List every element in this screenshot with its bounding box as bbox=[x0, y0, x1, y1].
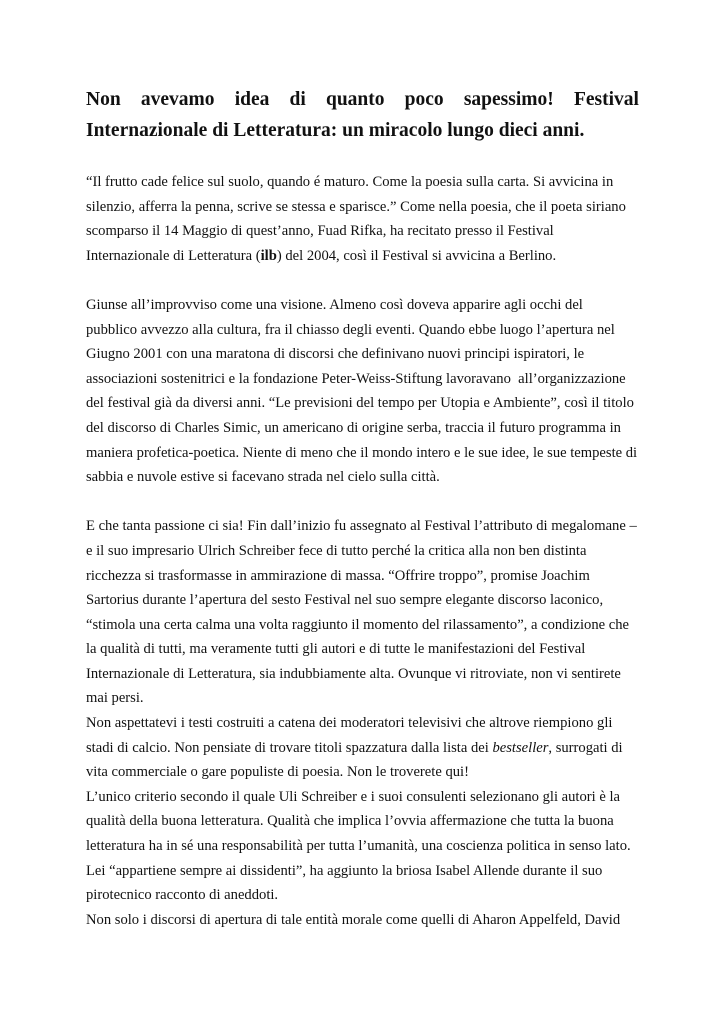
text-line: maniera profetica-poetica. Niente di meno che il mondo intero e le sue idee, le sue tempeste di bbox=[86, 444, 638, 461]
text-line: la qualità di tutti, ma veramente tutti gli autori e di tutte le manifestazioni del Festival bbox=[86, 641, 586, 658]
text-line: Non solo i discorsi di apertura di tale entità morale come quelli di Aharon Appelfeld, David bbox=[86, 911, 621, 928]
paragraph-spacer bbox=[86, 490, 639, 515]
title-word: Non bbox=[86, 89, 121, 110]
text-line: Giunse all’improvviso come una visione. Almeno così doveva apparire agli occhi del bbox=[86, 296, 583, 313]
text-line: “stimola una certa calma una volta raggiunto il momento del rilassamento”, a condizione che bbox=[86, 616, 630, 633]
paragraph-3 bbox=[86, 514, 639, 932]
title-word: avevamo bbox=[140, 89, 215, 110]
text-line: E che tanta passione ci sia! Fin dall’inizio fu assegnato al Festival l’attributo di megalomane – bbox=[86, 518, 637, 535]
text-line: sabbia e nuvole estive si facevano strada nel cielo sulla città. bbox=[86, 469, 440, 486]
text-line bbox=[86, 244, 639, 269]
text-line: ricchezza si trasformasse in ammirazione di massa. “Offrire troppo”, promise Joachim bbox=[86, 567, 590, 584]
text-line: pirotecnico racconto di aneddoti. bbox=[86, 887, 279, 904]
text-line: Non aspettatevi i testi costruiti a catena dei moderatori televisivi che altrove riempiono gli bbox=[86, 715, 613, 732]
text-line: vita commerciale o gare populiste di poesia. Non le troverete qui! bbox=[86, 764, 469, 781]
title-word: di bbox=[289, 89, 306, 110]
paragraph-spacer bbox=[86, 268, 639, 293]
paragraph-2 bbox=[86, 293, 639, 490]
text-line: L’unico criterio secondo il quale Uli Schreiber e i suoi consulenti selezionano gli autori è la bbox=[86, 788, 621, 805]
text-line bbox=[86, 736, 639, 761]
article-title bbox=[86, 84, 639, 146]
text-line: silenzio, afferra la penna, scrive se stessa e sparisce.” Come nella poesia, che il poeta siriano bbox=[86, 198, 626, 215]
title-word: Festival bbox=[573, 89, 639, 110]
document-page bbox=[86, 84, 639, 932]
title-word: quanto bbox=[325, 89, 385, 110]
title-word: sapessimo! bbox=[463, 89, 554, 110]
text-line: letteratura ha in sé una responsabilità per tutta l’umanità, una coscienza politica in senso lato. bbox=[86, 838, 631, 855]
text-line: scomparso il 14 Maggio di quest’anno, Fuad Rifka, ha recitato presso il Festival bbox=[86, 223, 554, 240]
text-fragment: , surrogati di bbox=[548, 739, 623, 756]
paragraph-1 bbox=[86, 170, 639, 268]
text-line: qualità della buona letteratura. Qualità che implica l’ovvia affermazione che tutta la buona bbox=[86, 813, 614, 830]
text-line: Internazionale di Letteratura, sia indubbiamente alta. Ovunque vi ritroviate, non vi sentirete bbox=[86, 665, 621, 682]
text-line: associazioni sostenitrici e la fondazione Peter-Weiss-Stiftung lavoravano all’organizzazione bbox=[86, 370, 626, 387]
text-line: mai persi. bbox=[86, 690, 144, 707]
title-word: poco bbox=[404, 89, 444, 110]
bold-abbreviation: ilb bbox=[260, 247, 277, 264]
title-line-1 bbox=[86, 84, 639, 115]
title-word: idea bbox=[234, 89, 270, 110]
title-line-2: Internazionale di Letteratura: un miracolo lungo dieci anni. bbox=[86, 120, 585, 141]
text-line: Giugno 2001 con una maratona di discorsi che definivano nuovi principi ispiratori, le bbox=[86, 346, 585, 363]
text-fragment: stadi di calcio. Non pensiate di trovare titoli spazzatura dalla lista dei bbox=[86, 739, 493, 756]
text-line: e il suo impresario Ulrich Schreiber fece di tutto perché la critica alla non ben distinta bbox=[86, 542, 587, 559]
italic-term: bestseller bbox=[492, 739, 549, 756]
text-fragment: Internazionale di Letteratura ( bbox=[86, 247, 261, 264]
text-line: pubblico avvezzo alla cultura, fra il chiasso degli eventi. Quando ebbe luogo l’apertura nel bbox=[86, 321, 615, 338]
text-fragment: ) del 2004, così il Festival si avvicina a Berlino. bbox=[276, 247, 557, 264]
text-line: Sartorius durante l’apertura del sesto Festival nel suo sempre elegante discorso laconico, bbox=[86, 592, 604, 609]
text-line: Lei “appartiene sempre ai dissidenti”, ha aggiunto la briosa Isabel Allende durante il suo bbox=[86, 862, 603, 879]
text-line: del festival già da diversi anni. “Le previsioni del tempo per Utopia e Ambiente”, così il titolo bbox=[86, 395, 634, 412]
text-line: del discorso di Charles Simic, un americano di origine serba, traccia il futuro programma in bbox=[86, 419, 621, 436]
text-line: “Il frutto cade felice sul suolo, quando é maturo. Come la poesia sulla carta. Si avvicina in bbox=[86, 174, 614, 190]
